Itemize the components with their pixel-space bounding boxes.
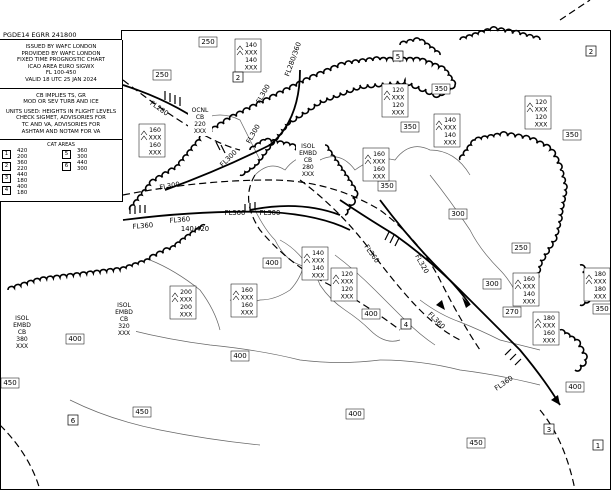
- cat-bottom: 180: [17, 177, 28, 184]
- tropopause-height: 270: [505, 308, 519, 316]
- cb-scallop-icon: [460, 132, 567, 285]
- turbulence-box-line: 140: [444, 132, 456, 139]
- cb-box-line: XXX: [117, 330, 131, 337]
- turbulence-box-line: 160: [149, 127, 161, 134]
- turbulence-box-line: 160: [373, 151, 385, 158]
- cat-entry: [0, 185, 60, 196]
- jet-fl-label: FL300: [254, 83, 272, 105]
- legend-line: ICAO AREA EURO SIGWX: [27, 63, 95, 70]
- jet-fl-label: FL280: [148, 99, 170, 118]
- legend-line: CHECK SIGMET, ADVISORIES FOR: [16, 115, 106, 122]
- jet-fl-label: FL300: [218, 148, 239, 169]
- turbulence-box: [363, 148, 389, 181]
- cb-box-line: EMBD: [299, 150, 317, 157]
- turbulence-box-line: 180: [594, 286, 606, 293]
- jet-fl-label: FL300: [244, 123, 262, 145]
- jet-fl-label: FL360: [362, 243, 381, 265]
- jet-fl-label: FL360: [426, 310, 447, 331]
- turbulence-box-line: 160: [241, 287, 253, 294]
- turbulence-box-line: 140: [312, 265, 324, 272]
- turbulence-box-line: 120: [392, 102, 404, 109]
- tropopause-height: 450: [3, 379, 17, 387]
- cb-box-line: ISOL: [15, 315, 29, 322]
- turbulence-box-line: XXX: [534, 106, 548, 114]
- legend-panel: [0, 40, 123, 202]
- cat-levels: [17, 161, 27, 172]
- turbulence-box-line: 160: [241, 302, 253, 309]
- cat-row: [0, 173, 122, 185]
- cat-marker-label: 2: [588, 48, 594, 56]
- turbulence-box-line: 180: [594, 271, 606, 278]
- legend-cat-areas: [0, 140, 122, 201]
- legend-line: FL 100-450: [45, 70, 77, 77]
- turbulence-box-line: 140: [523, 291, 535, 298]
- tropopause-height: 400: [348, 410, 362, 418]
- legend-line: CB IMPLIES TS, GR: [36, 92, 86, 99]
- cat-areas-title: CAT AREAS: [47, 142, 75, 149]
- turbulence-box-line: XXX: [148, 134, 162, 142]
- cat-id-box: 4: [2, 186, 11, 195]
- cb-box-line: 280: [302, 164, 314, 171]
- cat-row: [0, 149, 122, 161]
- cat-entry: [0, 173, 60, 184]
- turbulence-box-line: XXX: [534, 121, 548, 129]
- tropopause-height: 350: [403, 123, 417, 131]
- tropopause-box: [1, 378, 19, 388]
- turbulence-box-line: 140: [312, 250, 324, 257]
- tropopause-box: [503, 307, 521, 317]
- legend-line: ISSUED BY WAFC LONDON: [25, 44, 97, 50]
- cb-box-line: CB: [303, 157, 313, 164]
- tropopause-height: 450: [469, 439, 483, 447]
- cat-marker-label: 5: [395, 53, 401, 61]
- turbulence-box-line: XXX: [179, 296, 193, 304]
- cat-top: 440: [77, 160, 88, 167]
- tropopause-box: [199, 37, 217, 47]
- turbulence-box-line: XXX: [311, 257, 325, 265]
- cat-marker: [586, 46, 596, 56]
- turbulence-box-line: XXX: [443, 139, 457, 147]
- cb-box-line: ISOL: [301, 143, 315, 150]
- cat-bottom: 200: [17, 153, 28, 160]
- turbulence-box-line: 160: [523, 276, 535, 283]
- turbulence-box-line: XXX: [340, 293, 354, 301]
- cat-levels: [77, 161, 87, 172]
- tropopause-box: [66, 334, 84, 344]
- cb-box-line: EMBD: [115, 309, 133, 316]
- turbulence-box: [331, 268, 357, 301]
- turbulence-box-line: XXX: [593, 293, 607, 301]
- cat-top: 440: [17, 172, 28, 179]
- cat-bottom: 300: [77, 153, 88, 160]
- turbulence-box-line: 120: [535, 114, 547, 121]
- cb-box-line: 220: [194, 121, 206, 128]
- turbulence-box: [584, 268, 610, 301]
- turbulence-box: [139, 124, 165, 157]
- turbulence-box-line: XXX: [593, 278, 607, 286]
- cb-box-line: XXX: [193, 128, 207, 135]
- legend-line: ASHTAM AND NOTAM FOR VA: [21, 128, 101, 135]
- turbulence-box: [170, 286, 196, 319]
- turbulence-box: [235, 39, 261, 72]
- cat-area-table: [0, 149, 122, 197]
- tropopause-height: 400: [68, 335, 82, 343]
- turbulence-box-line: XXX: [542, 322, 556, 330]
- cb-box-line: OCNL: [191, 107, 209, 114]
- cat-row: [0, 185, 122, 197]
- cb-box: [112, 299, 136, 338]
- cb-box-line: ISOL: [117, 302, 131, 309]
- jet-fl-label: FL360: [132, 221, 154, 231]
- tropopause-box: [401, 122, 419, 132]
- cat-marker-label: 4: [403, 321, 409, 329]
- jet-fl-label: FL360: [493, 374, 515, 393]
- cat-levels: [17, 149, 27, 160]
- cat-marker-label: 1: [595, 442, 601, 450]
- cat-top: 360: [77, 148, 88, 155]
- cb-box-line: XXX: [301, 171, 315, 178]
- cb-scallop-icon: [8, 225, 205, 290]
- cat-row: [0, 161, 122, 173]
- turbulence-box-line: 140: [245, 42, 257, 49]
- cb-box-line: EMBD: [13, 322, 31, 329]
- turbulence-box-line: 160: [373, 166, 385, 173]
- turbulence-box-line: XXX: [240, 294, 254, 302]
- cat-top: 400: [17, 184, 28, 191]
- tropopause-box: [153, 70, 171, 80]
- cb-scallop-icon: [400, 38, 440, 55]
- turbulence-box-line: XXX: [542, 337, 556, 345]
- cb-box: [188, 104, 212, 136]
- jet-depth-label: 140/420: [180, 225, 210, 233]
- turbulence-box: [533, 312, 559, 345]
- turbulence-box-line: XXX: [311, 272, 325, 280]
- cb-box-line: CB: [17, 329, 27, 336]
- cat-id-box: 5: [62, 150, 71, 159]
- tropopause-height: 400: [233, 352, 247, 360]
- tropopause-height: 350: [434, 85, 448, 93]
- turbulence-box: [231, 284, 257, 317]
- legend-line: MOD OR SEV TURB AND ICE: [23, 99, 99, 106]
- turbulence-box-line: 140: [444, 117, 456, 124]
- jet-fl-label: FL320: [413, 253, 431, 275]
- cat-bottom: 300: [77, 165, 88, 172]
- tropopause-height: 350: [380, 182, 394, 190]
- cat-marker-label: 3: [546, 426, 552, 434]
- tropopause-box: [346, 409, 364, 419]
- turbulence-box-line: XXX: [148, 149, 162, 157]
- tropopause-box: [263, 258, 281, 268]
- turbulence-box-line: 120: [341, 286, 353, 293]
- turbulence-box-line: XXX: [522, 298, 536, 306]
- cat-marker-label: 6: [70, 417, 76, 425]
- tropopause-height: 400: [364, 310, 378, 318]
- chart-id: PGDE14 EGRR 241800: [0, 30, 122, 40]
- cat-id-box: 3: [2, 174, 11, 183]
- tropopause-box: [362, 309, 380, 319]
- turbulence-box-line: 160: [543, 330, 555, 337]
- cat-marker-label: 2: [235, 74, 241, 82]
- legend-line: PROVIDED BY WAFC LONDON: [21, 50, 101, 57]
- tropopause-box: [483, 279, 501, 289]
- turbulence-box-line: XXX: [179, 311, 193, 319]
- jet-fl-label: FL300: [259, 209, 281, 217]
- turbulence-box-line: XXX: [391, 94, 405, 102]
- jet-fl-label: FL360: [169, 215, 191, 225]
- cat-id-box: 2: [2, 162, 11, 171]
- turbulence-box-line: XXX: [372, 173, 386, 181]
- tropopause-box: [133, 407, 151, 417]
- tropopause-height: 300: [485, 280, 499, 288]
- cat-levels: [77, 149, 87, 160]
- tropopause-box: [593, 304, 611, 314]
- tropopause-box: [231, 351, 249, 361]
- tropopause-box: [467, 438, 485, 448]
- legend-line: TC AND VA, ADVISORIES FOR: [21, 121, 101, 128]
- cat-top: 420: [17, 148, 28, 155]
- turbulence-box-line: 180: [543, 315, 555, 322]
- turbulence-box-line: 200: [180, 304, 192, 311]
- turbulence-box-line: 160: [149, 142, 161, 149]
- cat-id-box: 6: [62, 162, 71, 171]
- cb-box-line: XXX: [15, 343, 29, 350]
- tropopause-box: [563, 130, 581, 140]
- cat-marker: [233, 72, 243, 82]
- tropopause-height: 400: [265, 259, 279, 267]
- turbulence-box-line: 120: [392, 87, 404, 94]
- cat-bottom: 220: [17, 165, 28, 172]
- cat-entry: [0, 161, 60, 172]
- cat-entry: [60, 161, 120, 172]
- cat-levels: [17, 173, 27, 184]
- cb-box-line: CB: [195, 114, 205, 121]
- turbulence-box-line: 120: [535, 99, 547, 106]
- tropopause-height: 300: [451, 210, 465, 218]
- cb-box: [296, 140, 320, 179]
- turbulence-box-line: XXX: [372, 158, 386, 166]
- tropopause-box: [512, 243, 530, 253]
- tropopause-height: 250: [155, 71, 169, 79]
- legend-line: FIXED TIME PROGNOSTIC CHART: [17, 57, 105, 64]
- turbulence-box: [382, 84, 408, 117]
- tropopause-height: 250: [514, 244, 528, 252]
- legend-line: UNITS USED: HEIGHTS IN FLIGHT LEVELS: [5, 108, 117, 115]
- turbulence-box-line: 200: [180, 289, 192, 296]
- cb-box-line: CB: [119, 316, 129, 323]
- turbulence-box-line: XXX: [244, 49, 258, 57]
- cat-bottom: 180: [17, 189, 28, 196]
- cb-box-line: 320: [118, 323, 130, 330]
- turbulence-box-line: XXX: [244, 64, 258, 72]
- turbulence-box-line: 120: [341, 271, 353, 278]
- cat-top: 360: [17, 160, 28, 167]
- cat-marker: [593, 440, 603, 450]
- tropopause-height: 250: [201, 38, 215, 46]
- cb-box-line: 380: [16, 336, 28, 343]
- jet-fl-label: FL360: [224, 209, 246, 217]
- tropopause-height: 350: [565, 131, 579, 139]
- turbulence-box: [513, 273, 539, 306]
- tropopause-height: 400: [568, 383, 582, 391]
- turbulence-box-line: XXX: [522, 283, 536, 291]
- turbulence-box: [525, 96, 551, 129]
- jet-fl-label: FL300: [158, 180, 181, 192]
- cat-entry: [0, 149, 60, 160]
- turbulence-box-line: XXX: [240, 309, 254, 317]
- cat-marker: [544, 424, 554, 434]
- turbulence-box-line: XXX: [340, 278, 354, 286]
- tropopause-height: 350: [595, 305, 609, 313]
- tropopause-box: [449, 209, 467, 219]
- cat-levels: [17, 185, 27, 196]
- legend-notes: [0, 89, 122, 141]
- turbulence-box: [434, 114, 460, 147]
- tropopause-box: [566, 382, 584, 392]
- cb-scallop-icon: [460, 27, 540, 40]
- tropopause-box: [378, 181, 396, 191]
- cat-marker: [393, 51, 403, 61]
- cb-scallop-icon: [560, 330, 587, 371]
- cat-marker: [68, 415, 78, 425]
- turbulence-box-line: 140: [245, 57, 257, 64]
- tropopause-height: 450: [135, 408, 149, 416]
- jet-fl-label: FL280/360: [283, 41, 304, 78]
- cb-box: [10, 312, 34, 351]
- cat-marker: [401, 319, 411, 329]
- turbulence-box: [302, 247, 328, 280]
- legend-issued: [0, 40, 122, 89]
- legend-line: VALID 18 UTC 25 JAN 2024: [25, 76, 97, 83]
- cat-entry: [60, 149, 120, 160]
- turbulence-box-line: XXX: [443, 124, 457, 132]
- tropopause-box: [432, 84, 450, 94]
- turbulence-box-line: XXX: [391, 109, 405, 117]
- cat-id-box: 1: [2, 150, 11, 159]
